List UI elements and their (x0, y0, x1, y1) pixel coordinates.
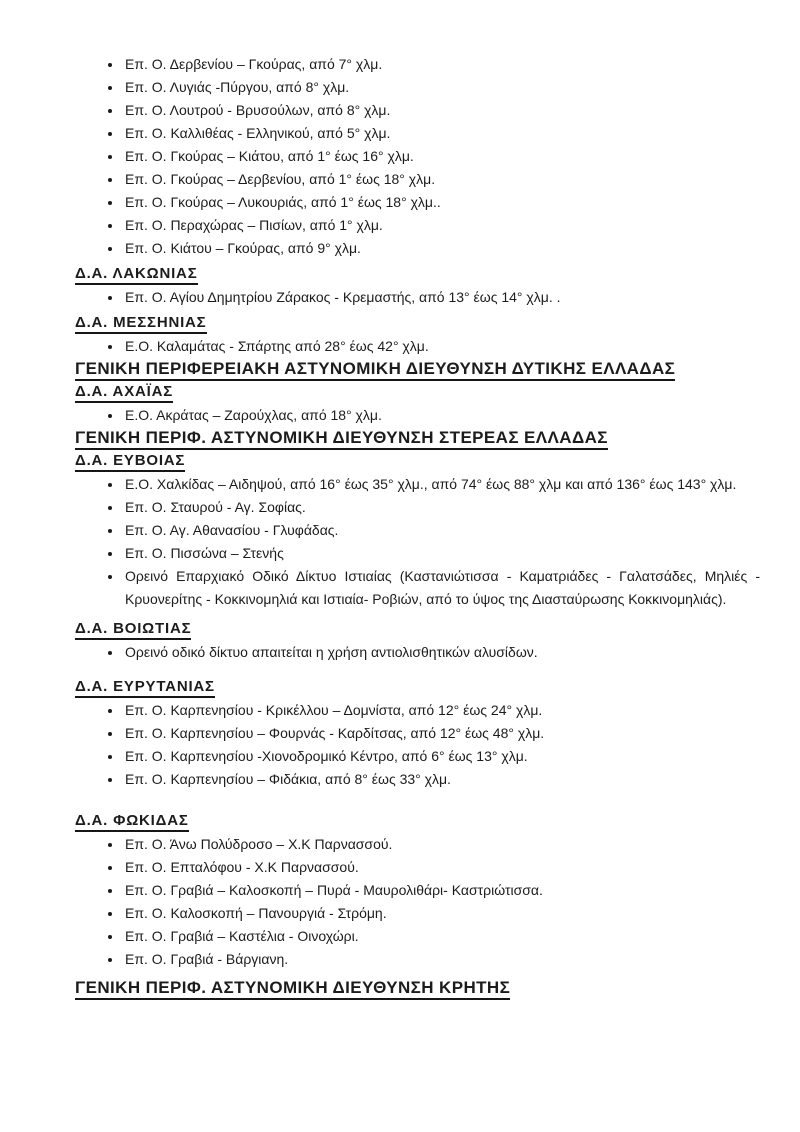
main-heading (75, 977, 760, 999)
road-list-item: • Επ. Ο. Γκούρας – Λυκουριάς, από 1° έως 18° χλμ.. (123, 191, 760, 214)
road-list-item: • Επ. Ο. Λυγιάς -Πύργου, από 8° χλμ. (123, 76, 760, 99)
district-heading (75, 313, 760, 332)
road-list-item: • Επ. Ο. Λουτρού - Βρυσούλων, από 8° χλμ. (123, 99, 760, 122)
main-heading (75, 427, 760, 449)
road-list-item: • Επ. Ο. Κιάτου – Γκούρας, από 9° χλμ. (123, 237, 760, 260)
road-list-item: • Ε.Ο. Καλαμάτας - Σπάρτης από 28° έως 42° χλμ. (123, 335, 760, 358)
road-list-item: • Επ. Ο. Καρπενησίου – Φιδάκια, από 8° έως 33° χλμ. (123, 768, 760, 791)
district-section (75, 619, 760, 664)
road-list (75, 641, 760, 664)
main-heading-text: ΓΕΝΙΚΗ ΠΕΡΙΦΕΡΕΙΑΚΗ ΑΣΤΥΝΟΜΙΚΗ ΔΙΕΥΘΥΝΣΗ ΔΥΤΙΚΗΣ ΕΛΛΑΔΑΣ (75, 359, 675, 381)
document-content (75, 53, 760, 999)
road-list-item: • Επ. Ο. Γραβιά – Καλοσκοπή – Πυρά - Μαυρολιθάρι- Καστριώτισσα. (123, 879, 760, 902)
district-heading (75, 677, 760, 696)
road-list-item: • Επ. Ο. Καλοσκοπή – Πανουργιά - Στρόμη. (123, 902, 760, 925)
district-heading-text: Δ.Α. ΑΧΑΪΑΣ (75, 383, 173, 403)
district-section (75, 811, 760, 971)
road-list-item: • Επ. Ο. Γραβιά – Καστέλια - Οινοχώρι. (123, 925, 760, 948)
road-list-item: • Ε.Ο. Ακράτας – Ζαρούχλας, από 18° χλμ. (123, 404, 760, 427)
district-heading (75, 619, 760, 638)
road-list (75, 335, 760, 358)
road-list-item: • Επ. Ο. Γραβιά - Βάργιανη. (123, 948, 760, 971)
district-heading-text: Δ.Α. ΦΩΚΙΔΑΣ (75, 812, 189, 832)
district-heading-text: Δ.Α. ΕΥΡΥΤΑΝΙΑΣ (75, 678, 215, 698)
road-list (75, 473, 760, 611)
road-list-item: • Επ. Ο. Πισσώνα – Στενής (123, 542, 760, 565)
road-list-item: • Ορεινό Επαρχιακό Οδικό Δίκτυο Ιστιαίας (Καστανιώτισσα - Καματριάδες - Γαλατσάδες, Μηλιές - Κρυονερίτης - Κοκκινομηλιά και Ιστιαία- Ροβιών, από το ύψος της Διασταύρωσης Κοκκινομηλιάς). (123, 565, 760, 611)
road-list-item: • Ορεινό οδικό δίκτυο απαιτείται η χρήση αντιολισθητικών αλυσίδων. (123, 641, 760, 664)
road-list-item: • Επ. Ο. Καλλιθέας - Ελληνικού, από 5° χλμ. (123, 122, 760, 145)
road-list-item: • Επ. Ο. Καρπενησίου - Κρικέλλου – Δομνίστα, από 12° έως 24° χλμ. (123, 699, 760, 722)
district-section (75, 313, 760, 358)
road-list-item: • Επ. Ο. Καρπενησίου – Φουρνάς - Καρδίτσας, από 12° έως 48° χλμ. (123, 722, 760, 745)
district-heading-text: Δ.Α. ΕΥΒΟΙΑΣ (75, 452, 185, 472)
district-section (75, 382, 760, 427)
main-heading-text: ΓΕΝΙΚΗ ΠΕΡΙΦ. ΑΣΤΥΝΟΜΙΚΗ ΔΙΕΥΘΥΝΣΗ ΚΡΗΤΗΣ (75, 978, 510, 1000)
road-list-block (75, 53, 760, 260)
road-list (75, 404, 760, 427)
road-list (75, 699, 760, 791)
road-list-item: • Επ. Ο. Αγίου Δημητρίου Ζάρακος - Κρεμαστής, από 13° έως 14° χλμ. . (123, 286, 760, 309)
road-list (75, 286, 760, 309)
road-list-item: • Επ. Ο. Καρπενησίου -Χιονοδρομικό Κέντρο, από 6° έως 13° χλμ. (123, 745, 760, 768)
road-list-item: • Επ. Ο. Γκούρας – Κιάτου, από 1° έως 16° χλμ. (123, 145, 760, 168)
road-list (75, 53, 760, 260)
road-list-item: • Επ. Ο. Αγ. Αθανασίου - Γλυφάδας. (123, 519, 760, 542)
district-section (75, 264, 760, 309)
road-list-item: • Επ. Ο. Επταλόφου - Χ.Κ Παρνασσού. (123, 856, 760, 879)
road-list (75, 833, 760, 971)
district-section (75, 451, 760, 611)
road-list-item: • Επ. Ο. Σταυρού - Αγ. Σοφίας. (123, 496, 760, 519)
district-heading-text: Δ.Α. ΜΕΣΣΗΝΙΑΣ (75, 314, 207, 334)
road-list-item: • Επ. Ο. Άνω Πολύδροσο – Χ.Κ Παρνασσού. (123, 833, 760, 856)
road-list-item: • Επ. Ο. Γκούρας – Δερβενίου, από 1° έως 18° χλμ. (123, 168, 760, 191)
district-heading (75, 811, 760, 830)
district-heading (75, 382, 760, 401)
district-section (75, 677, 760, 791)
road-list-item: • Επ. Ο. Περαχώρας – Πισίων, από 1° χλμ. (123, 214, 760, 237)
district-heading-text: Δ.Α. ΛΑΚΩΝΙΑΣ (75, 265, 198, 285)
main-heading (75, 358, 760, 380)
district-heading (75, 264, 760, 283)
district-heading (75, 451, 760, 470)
road-list-item: • Επ. Ο. Δερβενίου – Γκούρας, από 7° χλμ. (123, 53, 760, 76)
road-list-item: • Ε.Ο. Χαλκίδας – Αιδηψού, από 16° έως 35° χλμ., από 74° έως 88° χλμ και από 136° έως 143° χλμ. (123, 473, 760, 496)
main-heading-text: ΓΕΝΙΚΗ ΠΕΡΙΦ. ΑΣΤΥΝΟΜΙΚΗ ΔΙΕΥΘΥΝΣΗ ΣΤΕΡΕΑΣ ΕΛΛΑΔΑΣ (75, 428, 608, 450)
district-heading-text: Δ.Α. ΒΟΙΩΤΙΑΣ (75, 620, 191, 640)
